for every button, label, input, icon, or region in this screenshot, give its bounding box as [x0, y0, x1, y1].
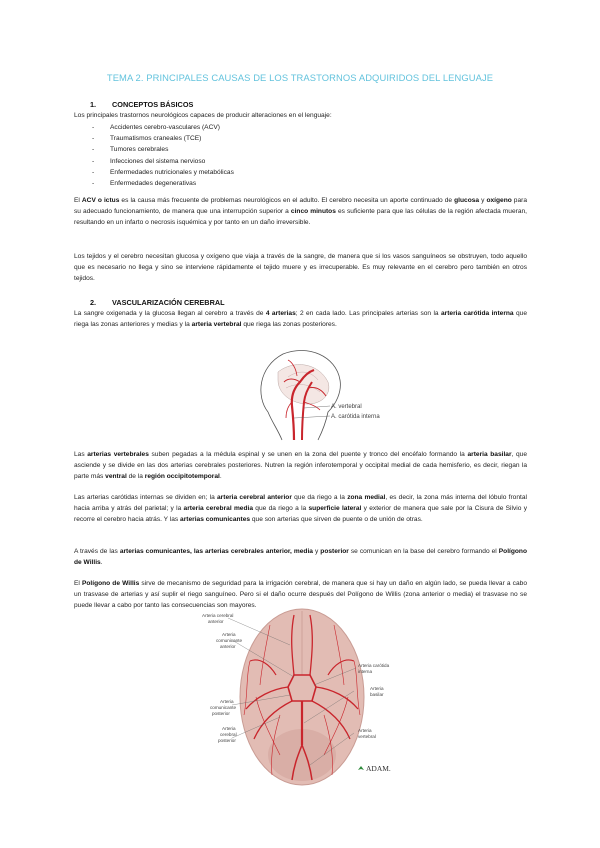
label-acomunicante-anterior-2: comunicante — [216, 638, 243, 643]
label-acarotida-1: Arteria carótida — [358, 663, 390, 668]
label-acomunicante-posterior-1: Arteria — [220, 699, 234, 704]
section-heading-2 — [90, 298, 225, 307]
label-acomunicante-anterior-1: Arteria — [222, 632, 236, 637]
communicating-paragraph: A través de las arterias comunicantes, las arterias cerebrales anterior, media y posterior se comunican en la base del cerebro formando el Polígono de Willis. — [74, 548, 527, 566]
page-title: TEMA 2. PRINCIPALES CAUSAS DE LOS TRASTORNOS ADQUIRIDOS DEL LENGUAJE — [106, 72, 494, 83]
label-acarotida-2: interna — [358, 669, 373, 674]
label-acerebral-anterior-2: anterior — [208, 619, 224, 624]
carotid-paragraph: Las arterias carótidas internas se dividen en; la arteria cerebral anterior que da riego a la zona medial, es decir, la zona más interna del lóbulo frontal hacia arriba y atrás del parietal; y la arteria cerebral media que da riego a la superficie lateral y exterior de manera que sale por la Cisura de Silvio y recorre el cerebro hacia atrás. Y las arterias comunicantes que son arterias que sirven de puente o de unión de otras. — [74, 494, 527, 523]
arteries-paragraph: La sangre oxigenada y la glucosa llegan al cerebro a través de 4 arterias; 2 en cada lado. Las principales arterias son la arteria carótida interna que riega las zonas anteriores y medias y la arteria vertebral que riega las zonas posteriores. — [74, 310, 527, 328]
list-item: - Infecciones del sistema nervioso — [92, 156, 234, 167]
label-avertebral-2: vertebral — [358, 734, 376, 739]
list-item: - Enfermedades nutricionales y metabólicas — [92, 167, 234, 178]
section-heading-1 — [90, 100, 193, 109]
label-avertebral-1: Arteria — [358, 728, 372, 733]
tissue-paragraph: Los tejidos y el cerebro necesitan glucosa y oxígeno que viaja a través de la sangre, de manera que si los vasos sanguíneos se obstruyen, todo aquello que es necesario no llega y sino se interviene rápidamente el tejido muere y es irrecuperable. Es muy relevante en el cerebro pero también en otros tejidos. — [74, 253, 527, 282]
disorders-list — [92, 122, 234, 189]
circle-of-willis-figure — [190, 605, 405, 790]
section-title: CONCEPTOS BÁSICOS — [112, 100, 194, 109]
list-item: - Traumatismos craneales (TCE) — [92, 133, 234, 144]
section-number: 2. — [90, 298, 97, 307]
label-acomunicante-posterior-2: comunicante — [210, 705, 237, 710]
list-item: - Tumores cerebrales — [92, 144, 234, 155]
label-acerebral-posterior-3: posterior — [218, 738, 236, 743]
vertebral-paragraph: Las arterias vertebrales suben pegadas a la médula espinal y se unen en la zona del puente y tronco del encéfalo formando la arteria basilar, que asciende y se divide en las dos arterias cerebrales posteriores. Nutren la región inferotemporal y occipital medial de cada hemisferio, es decir, riegan la parte más ventral de la región occipitotemporal. — [74, 451, 527, 480]
acv-paragraph: El ACV o ictus es la causa más frecuente de problemas neurológicos en el adulto. El cerebro necesita un aporte continuado de glucosa y oxígeno para su adecuado funcionamiento, de manera que una interrupción superior a cinco minutos es suficiente para que las células de la región afectada mueran, resultando en un infarto o necrosis isquémica y por tanto en un daño irreversible. — [74, 197, 527, 226]
label-abasilar-2: basilar — [370, 692, 384, 697]
section-number: 1. — [90, 100, 97, 109]
label-carotid: A. carótida interna — [331, 414, 380, 420]
label-acomunicante-posterior-3: posterior — [212, 711, 230, 716]
intro-paragraph: Los principales trastornos neurológicos capaces de producir alteraciones en el lenguaje: — [74, 112, 332, 119]
label-acerebral-posterior-2: cerebral — [220, 732, 237, 737]
list-item: - Enfermedades degenerativas — [92, 178, 234, 189]
label-acomunicante-anterior-3: anterior — [220, 644, 236, 649]
label-acerebral-posterior-1: Arteria — [222, 726, 236, 731]
label-abasilar-1: Arteria — [370, 686, 384, 691]
label-acerebral-anterior-1: Arteria cerebral — [202, 613, 234, 618]
list-item: - Accidentes cerebro-vasculares (ACV) — [92, 122, 234, 133]
head-arteries-figure — [248, 342, 380, 442]
label-vertebral: A. vertebral — [331, 404, 362, 410]
section-title: VASCULARIZACIÓN CEREBRAL — [112, 298, 225, 307]
willis-paragraph: El Polígono de Willis sirve de mecanismo de seguridad para la irrigación cerebral, de manera que si hay un daño en algún lado, se pueda llevar a cabo un trasvase de arterias y así suplir el riego sanguíneo. Pero si el daño ocurre después del Polígono de Willis (zona anterior o media) el trasvase no se puede llevar a cabo por tanto las consecuencias son mayores. — [74, 580, 527, 609]
adam-brand: ADAM. — [366, 764, 391, 773]
adam-logo-icon — [358, 766, 364, 770]
